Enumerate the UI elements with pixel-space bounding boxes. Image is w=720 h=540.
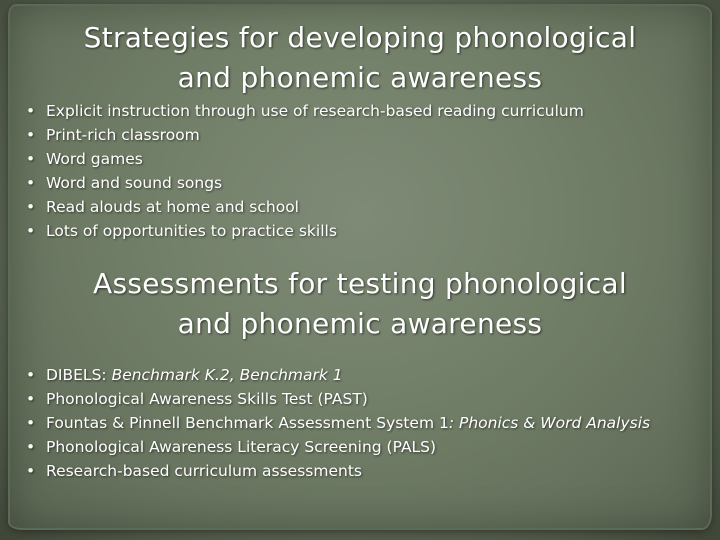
bullet-icon: • (26, 198, 36, 216)
list-item-text: Read alouds at home and school (46, 198, 299, 216)
list-item-text: Research-based curriculum assessments (46, 462, 362, 480)
list-item-text: Word and sound songs (46, 174, 223, 192)
list-item-text: Word games (46, 150, 143, 168)
list-item (24, 123, 704, 147)
fountas-pinnell-label: Fountas & Pinnell Benchmark Assessment System 1 (46, 414, 449, 432)
bullet-icon: • (26, 150, 36, 168)
list-item-text: Print-rich classroom (46, 126, 200, 144)
list-item-text: Phonological Awareness Skills Test (PAST) (46, 390, 368, 408)
assessments-heading-line-1: Assessments for testing phonological (93, 267, 627, 300)
bullet-icon: • (26, 102, 36, 120)
strategies-list (24, 99, 704, 243)
list-item (24, 195, 704, 219)
list-item (24, 147, 704, 171)
list-item-past (24, 387, 704, 411)
bullet-icon: • (26, 390, 36, 408)
bullet-icon: • (26, 414, 36, 432)
list-item (24, 99, 704, 123)
assessments-heading-line-2: and phonemic awareness (177, 307, 543, 340)
bullet-icon: • (26, 126, 36, 144)
bullet-icon: • (26, 222, 36, 240)
strategies-heading (0, 18, 720, 98)
bullet-icon: • (26, 174, 36, 192)
list-item-curriculum (24, 459, 704, 483)
list-item-dibels (24, 363, 704, 387)
list-item-fountas-pinnell (24, 411, 704, 435)
strategies-heading-line-2: and phonemic awareness (177, 61, 543, 94)
bullet-icon: • (26, 366, 36, 384)
list-item-text: Explicit instruction through use of research-based reading curriculum (46, 102, 584, 120)
dibels-benchmarks: Benchmark K.2, Benchmark 1 (111, 366, 343, 384)
list-item-text: Phonological Awareness Literacy Screening (PALS) (46, 438, 437, 456)
dibels-label: DIBELS: (46, 366, 112, 384)
bullet-icon: • (26, 438, 36, 456)
assessments-list (24, 363, 704, 483)
list-item (24, 219, 704, 243)
list-item-pals (24, 435, 704, 459)
list-item (24, 171, 704, 195)
fountas-pinnell-subtitle: : Phonics & Word Analysis (448, 414, 651, 432)
bullet-icon: • (26, 462, 36, 480)
assessments-heading (0, 264, 720, 344)
list-item-text: Lots of opportunities to practice skills (46, 222, 337, 240)
strategies-heading-line-1: Strategies for developing phonological (83, 21, 637, 54)
